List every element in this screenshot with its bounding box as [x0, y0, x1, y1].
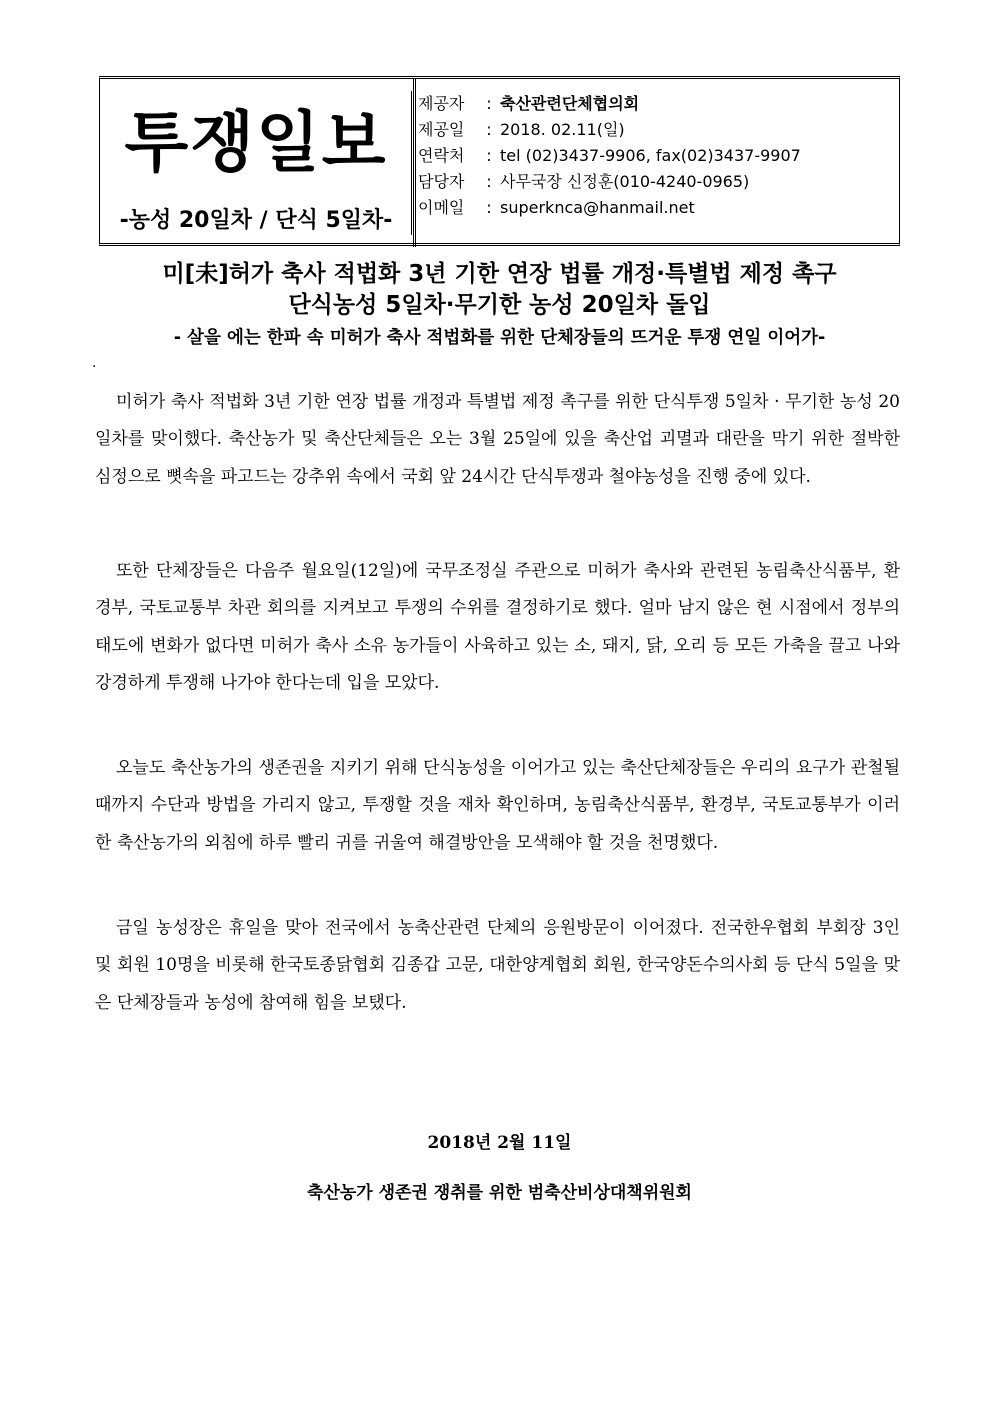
- footer-date: 2018년 2월 11일: [427, 1133, 572, 1153]
- headline-line-1: 미[未]허가 축사 적법화 3년 기한 연장 법률 개정·특별법 제정 촉구: [162, 261, 837, 287]
- paragraph-1: 미허가 축사 적법화 3년 기한 연장 법률 개정과 특별법 제정 촉구를 위한 단식투쟁 5일차 · 무기한 농성 20일차를 맞이했다. 축산농가 및 축산단체들은 오는 3월 25일에 있을 축산업 괴멸과 대란을 막기 위한 절박한 심정으로 뼛속을 파고드는 강추위 속에서 국회 앞 24시간 단식투쟁과 철야농성을 진행 중에 있다.: [95, 392, 900, 487]
- info-label: 제공자: [418, 94, 465, 113]
- info-separator: :: [486, 172, 492, 191]
- paragraph-3: 오늘도 축산농가의 생존권을 지키기 위해 단식농성을 이어가고 있는 축산단체장들은 우리의 요구가 관철될 때까지 수단과 방법을 가리지 않고, 투쟁할 것을 재차 확인하며, 농림축산식품부, 환경부, 국토교통부가 이러한 축산농가의 외침에 하루 빨리 귀를 귀울여 해결방안을 모색해야 할 것을 천명했다.: [95, 758, 900, 853]
- newsletter-subtitle: -농성 20일차 / 단식 5일차-: [119, 208, 393, 233]
- info-label: 담당자: [418, 172, 465, 191]
- headline-line-2: 단식농성 5일차·무기한 농성 20일차 돌입: [288, 292, 711, 318]
- sub-headline: - 살을 에는 한파 속 미허가 축사 적법화를 위한 단체장들의 뜨거운 투쟁 연일 이어가-: [173, 328, 826, 348]
- newsletter-title: 투쟁일보: [124, 104, 388, 181]
- info-row-email: [418, 195, 695, 221]
- info-value: 2018. 02.11(일): [500, 120, 625, 139]
- dot-mark: .: [92, 355, 97, 371]
- info-label: 연락처: [418, 146, 465, 165]
- info-label: 제공일: [418, 120, 465, 139]
- footer-org: 축산농가 생존권 쟁취를 위한 범축산비상대책위원회: [307, 1183, 692, 1203]
- info-cell: [418, 91, 888, 235]
- info-row-date: [418, 117, 625, 143]
- info-separator: :: [486, 120, 492, 139]
- info-value: 축산관련단체협의회: [500, 94, 640, 113]
- header-box: [99, 76, 900, 246]
- info-separator: :: [486, 94, 492, 113]
- info-label: 이메일: [418, 198, 465, 217]
- info-value: tel (02)3437-9906, fax(02)3437-9907: [500, 146, 801, 165]
- title-cell: [100, 91, 412, 235]
- paragraph-4: 금일 농성장은 휴일을 맞아 전국에서 농축산관련 단체의 응원방문이 이어졌다. 전국한우협회 부회장 3인 및 회원 10명을 비롯해 한국토종닭협회 김종갑 고문, 대한양계협회 회원, 한국양돈수의사회 등 단식 5일을 맞은 단체장들과 농성에 참여해 힘을 보탰다.: [95, 918, 900, 1013]
- info-value: 사무국장 신정훈(010-4240-0965): [500, 172, 750, 191]
- info-row-contact: [418, 143, 801, 169]
- info-value: superknca@hanmail.net: [500, 198, 695, 217]
- info-separator: :: [486, 198, 492, 217]
- info-row-manager: [418, 169, 749, 195]
- paragraph-2: 또한 단체장들은 다음주 월요일(12일)에 국무조정실 주관으로 미허가 축사와 관련된 농림축산식품부, 환경부, 국토교통부 차관 회의를 지켜보고 투쟁의 수위를 결정하기로 했다. 얼마 남지 않은 현 시점에서 정부의 태도에 변화가 없다면 미허가 축사 소유 농가들이 사육하고 있는 소, 돼지, 닭, 오리 등 모든 가축을 끌고 나와 강경하게 투쟁해 나가야 한다는데 입을 모았다.: [95, 561, 900, 694]
- info-separator: :: [486, 146, 492, 165]
- info-row-provider: [418, 91, 639, 117]
